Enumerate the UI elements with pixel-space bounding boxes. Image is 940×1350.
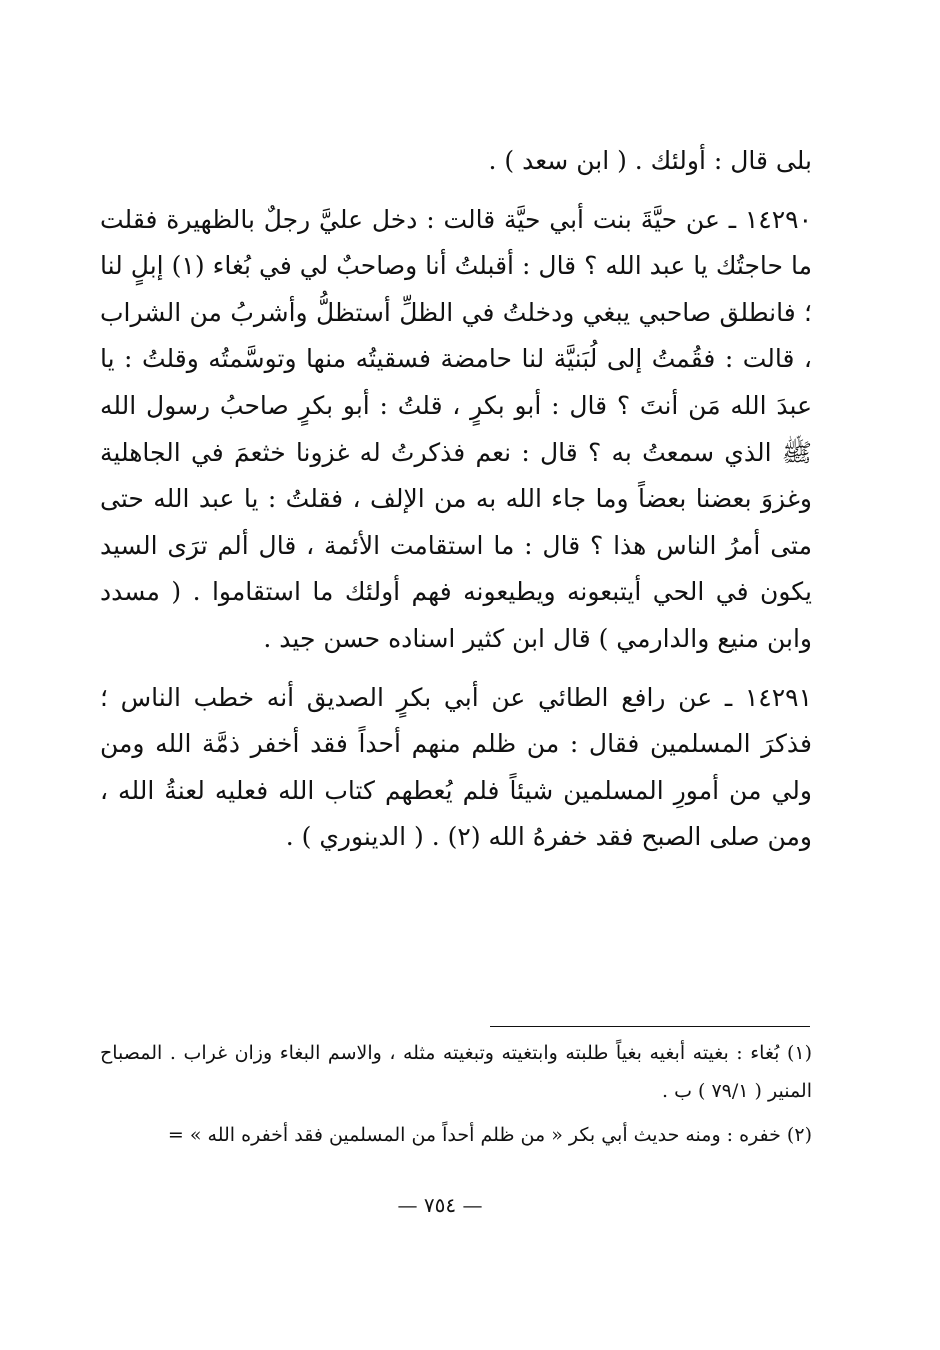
paragraph-hadith-14291: ١٤٢٩١ ـ عن رافع الطائي عن أبي بكرٍ الصديق أنه خطب الناس ؛ فذكرَ المسلمين فقال : من ظلم منهم أحداً فقد أخفر ذمَّة الله ومن ولي من أمورِ المسلمين شيئاً فلم يُعطهم كتاب الله فعليه لعنةُ الله ، ومن صلى الصبح فقد خفرهُ الله (٢) . ( الدينوري ) . [100, 682, 812, 852]
paragraph-intro: بلى قال : أولئك . ( ابن سعد ) . [488, 146, 812, 175]
main-text [100, 138, 812, 861]
footnote-1: (١) بُغاء : بغيته أبغيه بغياً طلبته وابتغيته وتبغيته مثله ، والاسم البغاء وزان غراب . المصباح المنير ( ٧٩/١ ) ب . [100, 1042, 812, 1102]
footnote-divider [490, 1026, 810, 1027]
footnote-2: (٢) خفره : ومنه حديث أبي بكر « من ظلم أحداً من المسلمين فقد أخفره الله » = [167, 1124, 812, 1146]
page-number: — ٧٥٤ — [397, 1193, 483, 1217]
paragraph-hadith-14290: ١٤٢٩٠ ـ عن حيَّةَ بنت أبي حيَّة قالت : دخل عليَّ رجلٌ بالظهيرة فقلت ما حاجتُك يا عبد الله ؟ قال : أقبلتُ أنا وصاحبٌ لي في بُغاء (١) إبلٍ لنا ؛ فانطلق صاحبي يبغي ودخلتُ في الظلِّ أستظلُّ وأشربُ من الشراب ، قالت : فقُمتُ إلى لُبَنيَّة لنا حامضة فسقيتُه منها وتوسَّمتُه وقلتُ : يا عبدَ الله مَن أنتَ ؟ قال : أبو بكرٍ ، قلتُ : أبو بكرٍ صاحبُ رسول الله ﷺ الذي سمعتُ به ؟ قال : نعم فذكرتُ له غزونا خثعمَ في الجاهلية وغزوَ بعضنا بعضاً وما جاء الله به من الإلف ، فقلتُ : يا عبد الله حتى متى أمرُ الناس هذا ؟ قال : ما استقامت الأئمة ، قال ألم ترَى السيد يكون في الحي أيتبعونه ويطيعونه فهم أولئك ما استقاموا . ( مسدد وابن منيع والدارمي ) قال ابن كثير اسناده حسن جيد . [100, 204, 812, 653]
footnotes [100, 1034, 812, 1154]
